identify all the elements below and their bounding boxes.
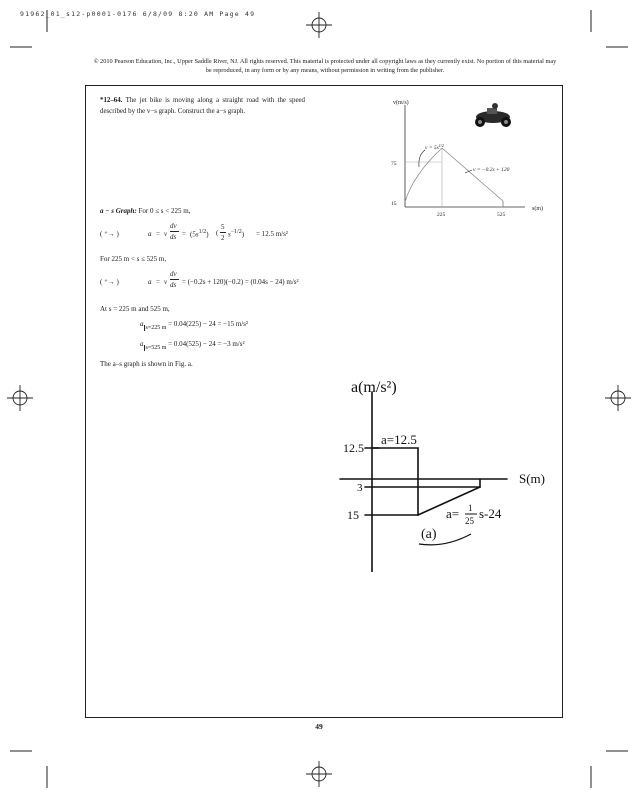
registration-mark-top bbox=[306, 12, 332, 38]
vs-x-axis-label: s(m) bbox=[532, 206, 543, 212]
vs-curve-sqrt bbox=[405, 148, 442, 202]
as-label-linear bbox=[446, 503, 502, 526]
eval1-value: = 0.04(225) − 24 = −15 m/s² bbox=[168, 320, 249, 328]
eq1-result: = 12.5 m/s² bbox=[256, 230, 288, 238]
print-slug: 91962_01_s12-p0001-0176 6/8/09 8:20 AM Page 49 bbox=[20, 10, 256, 18]
vs-x-tick-525: 525 bbox=[497, 212, 506, 218]
eval2-value: = 0.04(525) − 24 = −3 m/s² bbox=[168, 340, 245, 348]
problem-number: *12–64. bbox=[100, 97, 123, 104]
eval1-subscript: s=225 m bbox=[145, 325, 167, 331]
page-number: 49 bbox=[315, 722, 323, 731]
solution-line-3: At s = 225 m and 525 m, bbox=[100, 305, 170, 313]
as-segment-12.5 bbox=[372, 448, 418, 479]
problem-statement bbox=[100, 96, 305, 117]
heading-text: For 0 ≤ s < 225 m, bbox=[138, 207, 191, 215]
as-y-tick-15: 15 bbox=[347, 508, 359, 522]
registration-mark-left bbox=[7, 385, 33, 411]
registration-mark-right bbox=[605, 385, 631, 411]
as-label-linear-suffix: s-24 bbox=[479, 506, 502, 521]
vs-x-tick-225: 225 bbox=[437, 212, 446, 218]
vs-graph bbox=[385, 95, 545, 230]
vs-curve-linear bbox=[442, 148, 503, 201]
vs-label-linear: v = −0.2s + 120 bbox=[473, 167, 510, 173]
as-label-linear-prefix: a= bbox=[446, 506, 460, 521]
equation-1: a = v dv ds = $(5s^{1/2})$ ( 5 2 $s^{-1/2}$) = 12.5 m/s² bbox=[148, 222, 288, 242]
problem-text: The jet bike is moving along a straight road with the speed described by the v−s graph. Construct the a−s graph. bbox=[100, 97, 306, 115]
eq2-rhs: = (−0.2s + 120)(−0.2) = (0.04s − 24) m/s² bbox=[182, 278, 299, 286]
copyright-notice: © 2010 Pearson Education, Inc., Upper Saddle River, NJ. All rights reserved. This material is protected under all copyright laws as they currently exist. No portion of this material may be reproduced, in any form or by any means, without permission in writing from the publisher. bbox=[93, 58, 557, 74]
as-y-tick-3: 3 bbox=[357, 482, 363, 494]
as-label-linear-num: 1 bbox=[468, 503, 473, 513]
equation-2: a = v dv ds = (−0.2s + 120)(−0.2) = (0.04s − 24) m/s² bbox=[148, 270, 299, 289]
as-y-tick-12.5: 12.5 bbox=[343, 441, 364, 455]
vs-label-sqrt: $v = 5s^{1/2}$ bbox=[425, 143, 444, 151]
solution-closing: The a–s graph is shown in Fig. a. bbox=[100, 360, 193, 368]
as-y-axis-label: a(m/s²) bbox=[351, 379, 397, 396]
solution-heading bbox=[100, 207, 190, 215]
evaluation-1: a s=225 m = 0.04(225) − 24 = −15 m/s² bbox=[140, 320, 249, 331]
vs-y-tick-75: 75 bbox=[391, 161, 397, 167]
as-label-linear-den: 25 bbox=[465, 516, 474, 526]
vs-y-tick-15: 15 bbox=[391, 201, 397, 207]
eq1-reference: ( ⁺→ ) bbox=[100, 230, 119, 238]
as-label-12.5: a=12.5 bbox=[381, 432, 417, 447]
jet-bike-image bbox=[475, 103, 511, 127]
evaluation-2: a s=525 m = 0.04(525) − 24 = −3 m/s² bbox=[140, 340, 245, 351]
as-graph bbox=[335, 372, 565, 572]
eval2-subscript: s=525 m bbox=[145, 345, 167, 351]
as-x-axis-label: S(m) bbox=[519, 471, 545, 486]
registration-mark-bottom bbox=[306, 761, 332, 787]
vs-y-axis-label: v(m/s) bbox=[393, 100, 409, 106]
eq2-reference: ( ⁺→ ) bbox=[100, 278, 119, 286]
solution-line-2: For 225 m < s ≤ 525 m, bbox=[100, 255, 167, 263]
heading-bold: a − s Graph: bbox=[100, 207, 137, 215]
as-figure-label: (a) bbox=[421, 527, 437, 542]
